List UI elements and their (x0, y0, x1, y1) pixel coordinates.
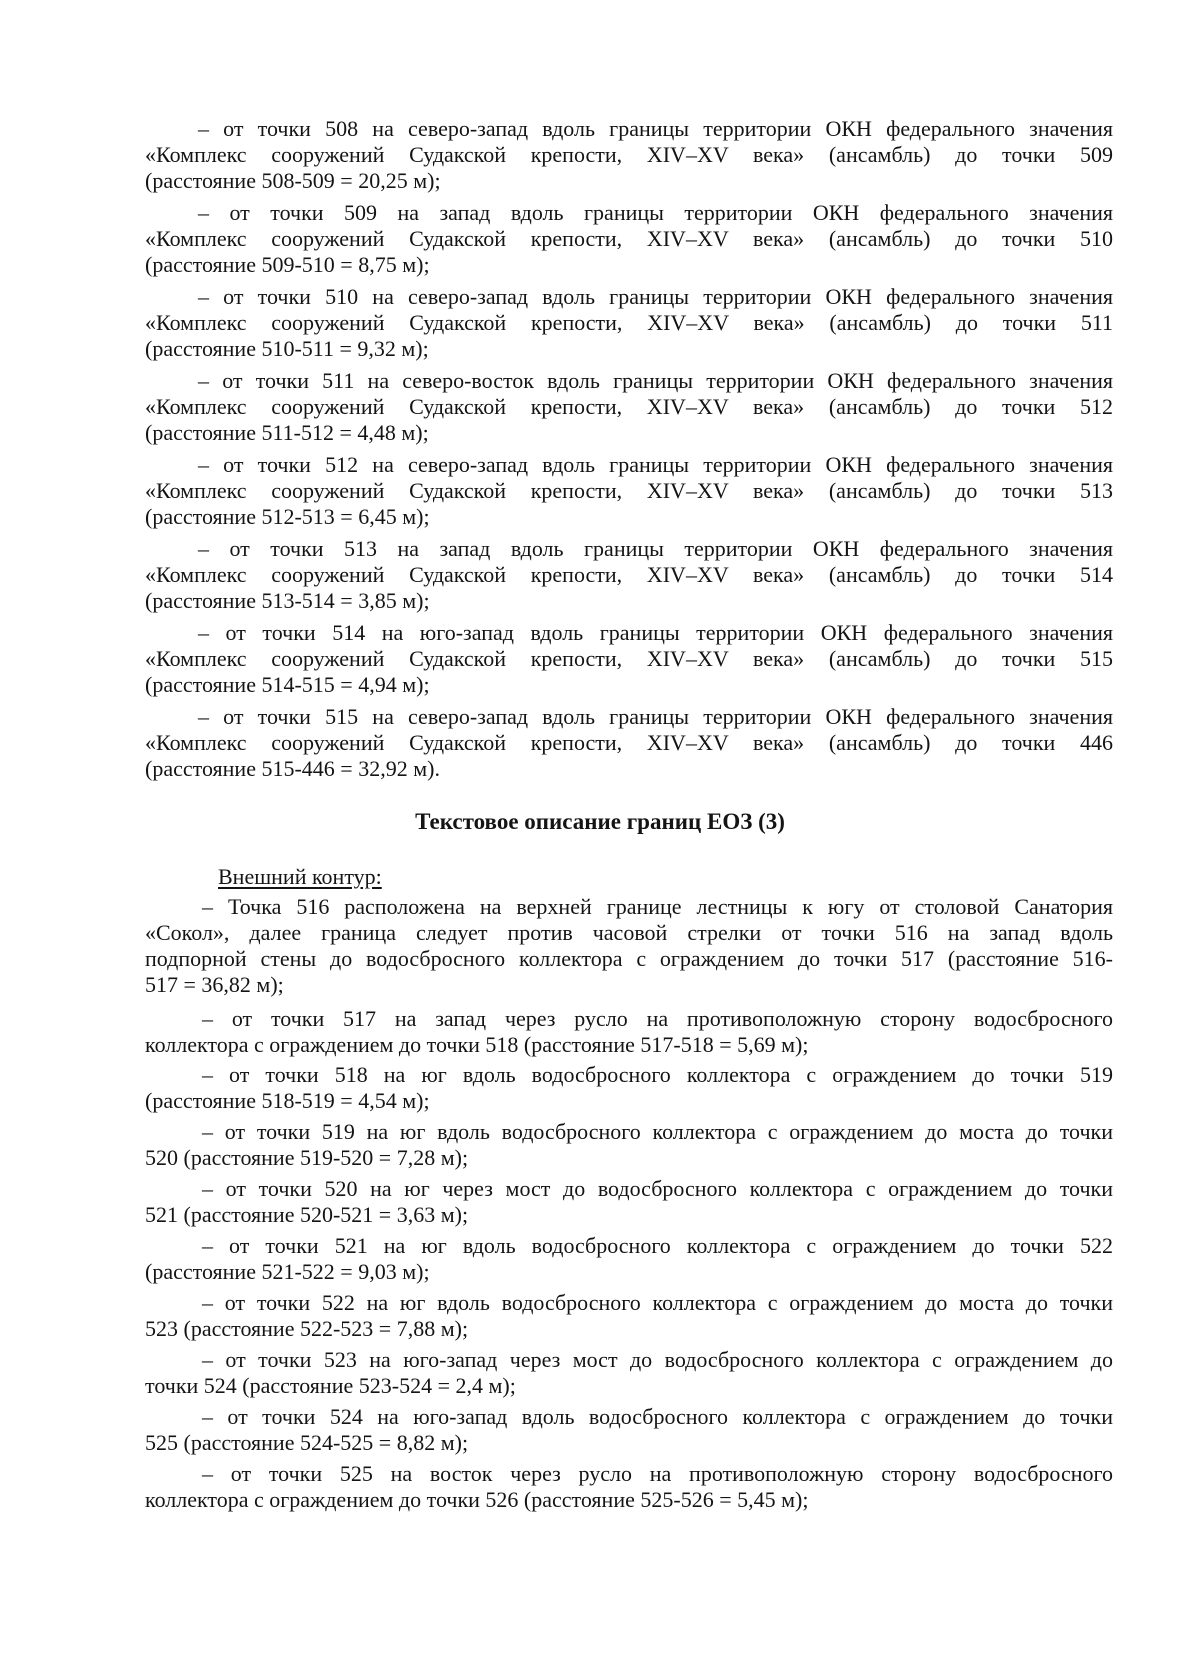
text-line: – Точка 516 расположена на верхней границе лестницы к югу от столовой Санатория (202, 894, 1113, 919)
text-line: «Комплекс сооружений Судакской крепости, XIV–XV века» (ансамбль) до точки 511 (145, 310, 1113, 335)
section-title: Текстовое описание границ ЕОЗ (3) (415, 809, 785, 834)
text-line: – от точки 524 на юго-запад вдоль водосбросного коллектора с ограждением до точки (202, 1404, 1113, 1429)
text-line: – от точки 521 на юг вдоль водосбросного коллектора с ограждением до точки 522 (202, 1233, 1113, 1258)
text-line: 521 (расстояние 520-521 = 3,63 м); (145, 1202, 469, 1227)
text-line: (расстояние 518-519 = 4,54 м); (145, 1088, 430, 1113)
text-line: (расстояние 508-509 = 20,25 м); (145, 168, 441, 193)
text-line: (расстояние 515-446 = 32,92 м). (145, 756, 440, 781)
text-line: – от точки 510 на северо-запад вдоль границы территории ОКН федерального значения (198, 284, 1113, 309)
text-line: – от точки 523 на юго-запад через мост до водосбросного коллектора с ограждением до (202, 1347, 1113, 1372)
text-line: (расстояние 509-510 = 8,75 м); (145, 252, 430, 277)
text-line: «Сокол», далее граница следует против часовой стрелки от точки 516 на запад вдоль (145, 920, 1113, 945)
text-line: – от точки 518 на юг вдоль водосбросного коллектора с ограждением до точки 519 (202, 1062, 1113, 1087)
text-line: коллектора с ограждением до точки 526 (расстояние 525-526 = 5,45 м); (145, 1487, 809, 1512)
text-line: – от точки 525 на восток через русло на противоположную сторону водосбросного (202, 1461, 1113, 1486)
text-line: (расстояние 514-515 = 4,94 м); (145, 672, 430, 697)
text-line: – от точки 522 на юг вдоль водосбросного коллектора с ограждением до моста до точки (202, 1290, 1113, 1315)
text-line: 525 (расстояние 524-525 = 8,82 м); (145, 1430, 469, 1455)
text-line: «Комплекс сооружений Судакской крепости, XIV–XV века» (ансамбль) до точки 446 (145, 730, 1113, 755)
text-line: (расстояние 510-511 = 9,32 м); (145, 336, 429, 361)
text-line: – от точки 519 на юг вдоль водосбросного коллектора с ограждением до моста до точки (202, 1119, 1113, 1144)
text-line: коллектора с ограждением до точки 518 (расстояние 517-518 = 5,69 м); (145, 1032, 809, 1057)
text-line: – от точки 512 на северо-запад вдоль границы территории ОКН федерального значения (198, 452, 1113, 477)
text-line: 523 (расстояние 522-523 = 7,88 м); (145, 1316, 469, 1341)
text-line: – от точки 517 на запад через русло на противоположную сторону водосбросного (202, 1006, 1113, 1031)
text-line: – от точки 509 на запад вдоль границы территории ОКН федерального значения (198, 200, 1113, 225)
text-line: – от точки 514 на юго-запад вдоль границы территории ОКН федерального значения (198, 620, 1113, 645)
text-line: (расстояние 512-513 = 6,45 м); (145, 504, 430, 529)
text-line: – от точки 508 на северо-запад вдоль границы территории ОКН федерального значения (198, 116, 1113, 141)
text-line: – от точки 511 на северо-восток вдоль границы территории ОКН федерального значения (198, 368, 1113, 393)
text-line: «Комплекс сооружений Судакской крепости, XIV–XV века» (ансамбль) до точки 510 (145, 226, 1113, 251)
text-line: – от точки 515 на северо-запад вдоль границы территории ОКН федерального значения (198, 704, 1113, 729)
text-line: точки 524 (расстояние 523-524 = 2,4 м); (145, 1373, 516, 1398)
text-line: «Комплекс сооружений Судакской крепости, XIV–XV века» (ансамбль) до точки 514 (145, 562, 1113, 587)
text-line: «Комплекс сооружений Судакской крепости, XIV–XV века» (ансамбль) до точки 509 (145, 142, 1113, 167)
text-line: (расстояние 521-522 = 9,03 м); (145, 1259, 430, 1284)
subsection-title: Внешний контур: (218, 864, 382, 889)
text-line: – от точки 520 на юг через мост до водосбросного коллектора с ограждением до точки (202, 1176, 1113, 1201)
text-line: «Комплекс сооружений Судакской крепости, XIV–XV века» (ансамбль) до точки 513 (145, 478, 1113, 503)
text-line: (расстояние 511-512 = 4,48 м); (145, 420, 429, 445)
text-line: подпорной стены до водосбросного коллектора с ограждением до точки 517 (расстояние 516- (145, 946, 1113, 971)
text-line: 520 (расстояние 519-520 = 7,28 м); (145, 1145, 469, 1170)
text-line: «Комплекс сооружений Судакской крепости, XIV–XV века» (ансамбль) до точки 515 (145, 646, 1113, 671)
text-line: 517 = 36,82 м); (145, 972, 284, 997)
text-line: – от точки 513 на запад вдоль границы территории ОКН федерального значения (198, 536, 1113, 561)
text-line: «Комплекс сооружений Судакской крепости, XIV–XV века» (ансамбль) до точки 512 (145, 394, 1113, 419)
text-line: (расстояние 513-514 = 3,85 м); (145, 588, 430, 613)
